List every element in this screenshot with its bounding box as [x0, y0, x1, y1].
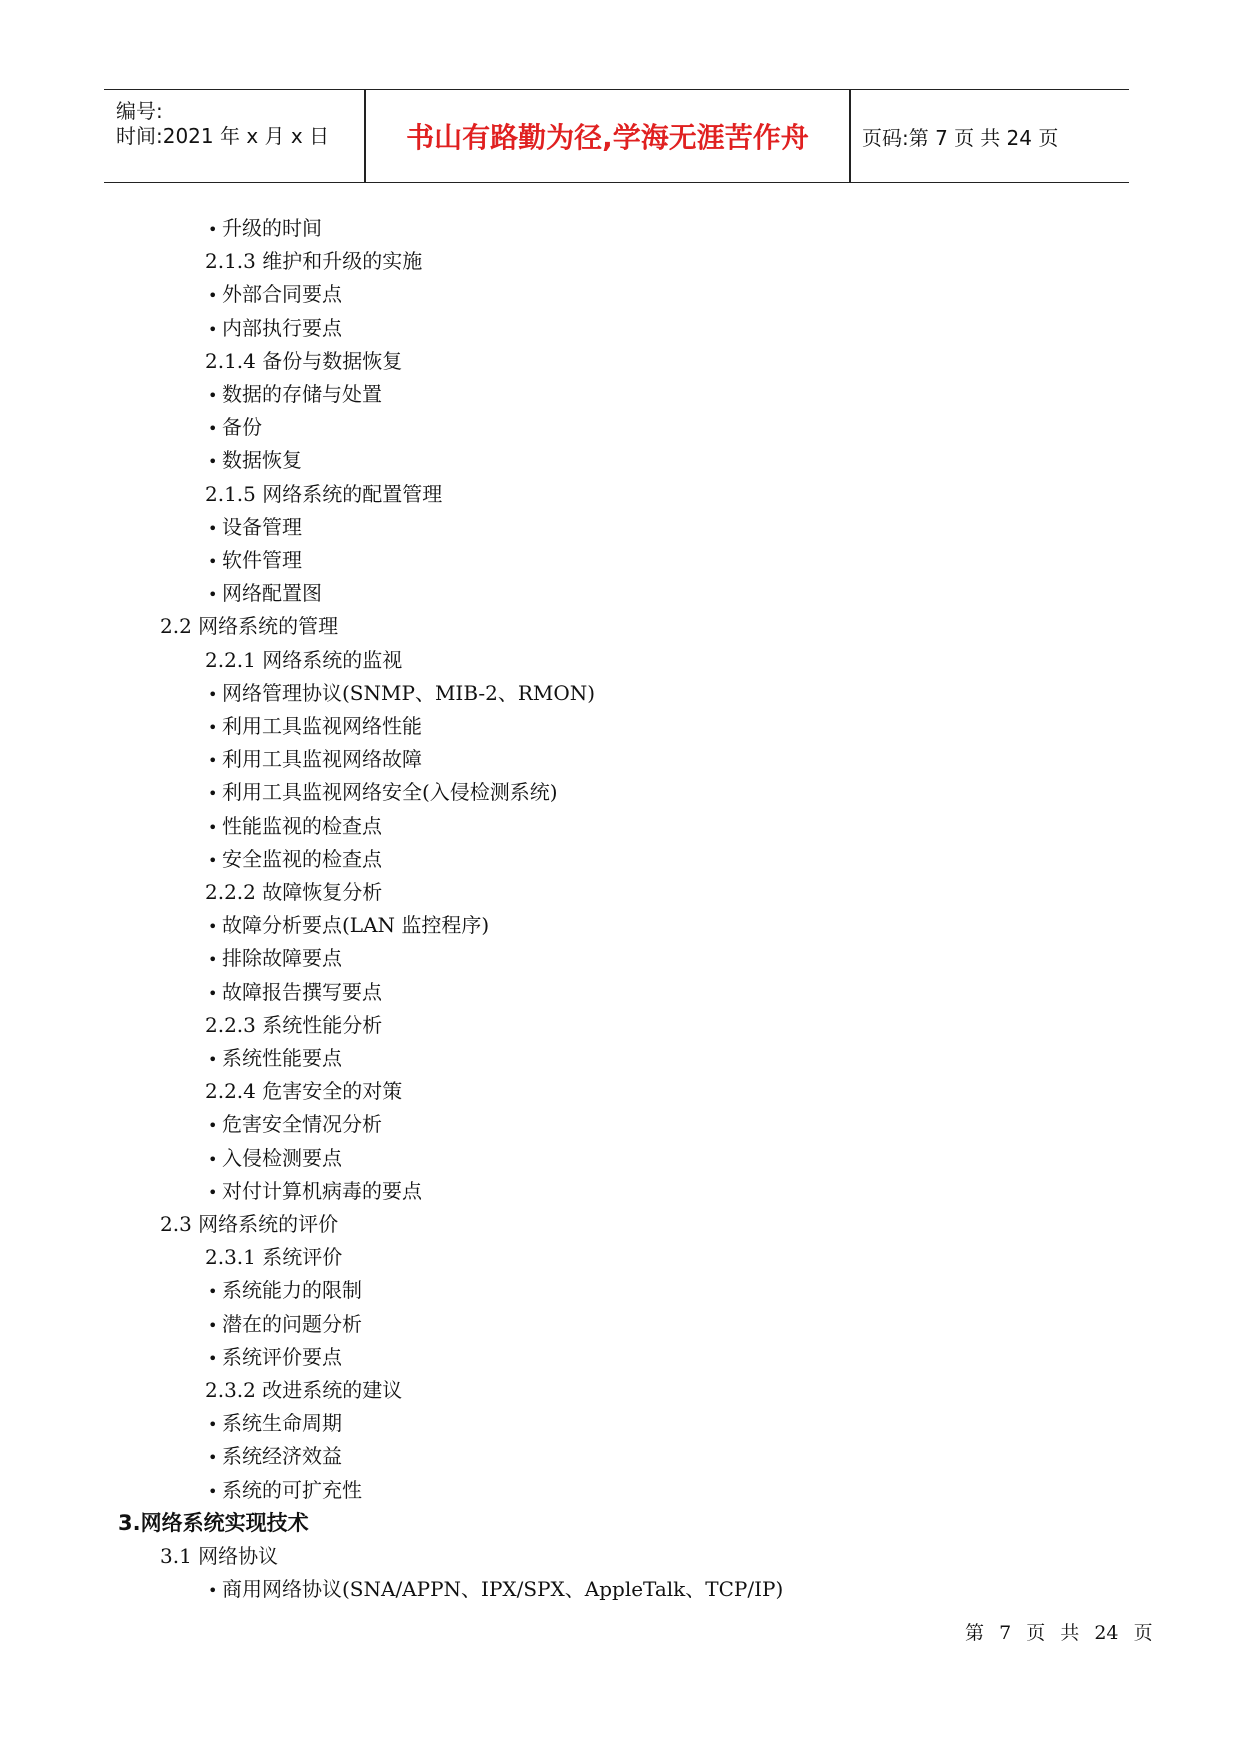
- line-text: 数据恢复: [222, 448, 302, 472]
- line-text: 利用工具监视网络性能: [222, 714, 422, 738]
- footer-total-pages: 24: [1094, 1622, 1119, 1644]
- bullet-dot: •: [208, 1116, 218, 1135]
- bullet-dot: •: [208, 1050, 218, 1069]
- subsubsection-heading: [205, 1378, 402, 1402]
- bullet-dot: •: [208, 1448, 218, 1467]
- bullet-dot: •: [208, 220, 218, 239]
- bullet-dot: •: [208, 452, 218, 471]
- line-text: 内部执行要点: [222, 316, 342, 340]
- line-text: 2.2.1 网络系统的监视: [205, 648, 403, 672]
- bullet-dot: •: [208, 286, 218, 305]
- line-text: 系统评价要点: [222, 1345, 342, 1369]
- bullet-dot: •: [208, 818, 218, 837]
- bullet-item: [208, 913, 489, 939]
- bullet-dot: •: [208, 386, 218, 405]
- bullet-item: [208, 1411, 342, 1437]
- subsubsection-heading: [205, 349, 402, 373]
- line-text: 2.3 网络系统的评价: [160, 1212, 339, 1236]
- subsubsection-heading: [205, 1079, 402, 1103]
- bullet-item: [208, 681, 595, 707]
- header-meta: [116, 90, 366, 182]
- document-header: [104, 89, 1129, 183]
- bullet-item: [208, 980, 382, 1006]
- subsubsection-heading: [205, 880, 382, 904]
- bullet-item: [208, 316, 342, 342]
- bullet-dot: •: [208, 718, 218, 737]
- line-text: 潜在的问题分析: [222, 1312, 362, 1336]
- line-text: 系统的可扩充性: [222, 1478, 362, 1502]
- bullet-item: [208, 515, 302, 541]
- line-text: 2.2.4 危害安全的对策: [205, 1079, 403, 1103]
- bullet-item: [208, 1312, 362, 1338]
- line-text: 2.1.5 网络系统的配置管理: [205, 482, 443, 506]
- bullet-dot: •: [208, 585, 218, 604]
- line-text: 外部合同要点: [222, 282, 342, 306]
- bullet-dot: •: [208, 1415, 218, 1434]
- bullet-item: [208, 282, 342, 308]
- line-text: 系统能力的限制: [222, 1278, 362, 1302]
- bullet-item: [208, 747, 422, 773]
- bullet-item: [208, 548, 302, 574]
- footer-mid2: 共: [1060, 1622, 1080, 1644]
- line-text: 故障报告撰写要点: [222, 980, 382, 1004]
- bullet-item: [208, 780, 558, 806]
- subsubsection-heading: [205, 1013, 382, 1037]
- bullet-item: [208, 448, 302, 474]
- header-time-label: 时间:2021 年 x 月 x 日: [116, 124, 330, 148]
- line-text: 危害安全情况分析: [222, 1112, 382, 1136]
- line-text: 2.1.4 备份与数据恢复: [205, 349, 403, 373]
- bullet-item: [208, 1345, 342, 1371]
- line-text: 商用网络协议(SNA/APPN、IPX/SPX、AppleTalk、TCP/IP): [222, 1577, 784, 1601]
- bullet-dot: •: [208, 1282, 218, 1301]
- line-text: 入侵检测要点: [222, 1146, 342, 1170]
- line-text: 系统性能要点: [222, 1046, 342, 1070]
- page-footer: [965, 1618, 1162, 1645]
- bullet-dot: •: [208, 1581, 218, 1600]
- footer-page-number: 7: [999, 1622, 1012, 1644]
- bullet-dot: •: [208, 1316, 218, 1335]
- bullet-item: [208, 1112, 382, 1138]
- bullet-dot: •: [208, 917, 218, 936]
- bullet-dot: •: [208, 1150, 218, 1169]
- bullet-item: [208, 847, 382, 873]
- footer-suffix: 页: [1133, 1622, 1153, 1644]
- line-text: 2.3.1 系统评价: [205, 1245, 343, 1269]
- line-text: 利用工具监视网络安全(入侵检测系统): [222, 780, 558, 804]
- header-total-label: 共 24 页: [980, 125, 1059, 150]
- bullet-item: [208, 415, 262, 441]
- line-text: 2.2.3 系统性能分析: [205, 1013, 383, 1037]
- line-text: 3.1 网络协议: [160, 1544, 279, 1568]
- line-text: 数据的存储与处置: [222, 382, 382, 406]
- bullet-item: [208, 814, 382, 840]
- bullet-dot: •: [208, 851, 218, 870]
- bullet-dot: •: [208, 950, 218, 969]
- section-heading: [118, 1511, 309, 1535]
- bullet-item: [208, 946, 342, 972]
- line-text: 对付计算机病毒的要点: [222, 1179, 422, 1203]
- line-text: 设备管理: [222, 515, 302, 539]
- line-text: 2.2 网络系统的管理: [160, 614, 339, 638]
- bullet-dot: •: [208, 784, 218, 803]
- subsubsection-heading: [205, 1245, 342, 1269]
- header-motto: 书山有路勤为径,学海无涯苦作舟: [406, 121, 809, 154]
- line-text: 利用工具监视网络故障: [222, 747, 422, 771]
- line-text: 网络管理协议(SNMP、MIB-2、RMON): [222, 681, 596, 705]
- header-page-info: [862, 90, 1064, 182]
- bullet-item: [208, 1478, 362, 1504]
- header-number-label: 编号:: [116, 99, 163, 123]
- bullet-item: [208, 382, 382, 408]
- subsubsection-heading: [205, 249, 422, 273]
- bullet-dot: •: [208, 1183, 218, 1202]
- subsubsection-heading: [205, 482, 442, 506]
- line-text: 网络配置图: [222, 581, 322, 605]
- line-text: 2.2.2 故障恢复分析: [205, 880, 383, 904]
- bullet-item: [208, 1278, 362, 1304]
- header-page-label: 页码:第 7 页: [862, 125, 975, 150]
- line-text: 系统生命周期: [222, 1411, 342, 1435]
- subsubsection-heading: [205, 648, 402, 672]
- bullet-item: [208, 1146, 342, 1172]
- bullet-item: [208, 714, 422, 740]
- bullet-item: [208, 581, 322, 607]
- subsection-heading: [160, 1544, 278, 1568]
- line-text: 排除故障要点: [222, 946, 342, 970]
- line-text: 升级的时间: [222, 216, 322, 240]
- line-text: 3.网络系统实现技术: [118, 1511, 309, 1535]
- bullet-dot: •: [208, 519, 218, 538]
- bullet-dot: •: [208, 1482, 218, 1501]
- bullet-dot: •: [208, 1349, 218, 1368]
- footer-mid1: 页: [1026, 1622, 1046, 1644]
- bullet-item: [208, 1577, 783, 1603]
- bullet-item: [208, 1046, 342, 1072]
- bullet-dot: •: [208, 984, 218, 1003]
- bullet-dot: •: [208, 751, 218, 770]
- line-text: 2.1.3 维护和升级的实施: [205, 249, 423, 273]
- subsection-heading: [160, 614, 338, 638]
- bullet-dot: •: [208, 552, 218, 571]
- header-divider: [849, 90, 851, 182]
- bullet-dot: •: [208, 320, 218, 339]
- line-text: 故障分析要点(LAN 监控程序): [222, 913, 490, 937]
- line-text: 系统经济效益: [222, 1444, 342, 1468]
- bullet-item: [208, 216, 322, 242]
- bullet-dot: •: [208, 419, 218, 438]
- bullet-dot: •: [208, 685, 218, 704]
- footer-prefix: 第: [965, 1622, 985, 1644]
- subsection-heading: [160, 1212, 338, 1236]
- bullet-item: [208, 1444, 342, 1470]
- line-text: 2.3.2 改进系统的建议: [205, 1378, 403, 1402]
- line-text: 性能监视的检查点: [222, 814, 382, 838]
- line-text: 软件管理: [222, 548, 302, 572]
- bullet-item: [208, 1179, 422, 1205]
- line-text: 备份: [222, 415, 262, 439]
- line-text: 安全监视的检查点: [222, 847, 382, 871]
